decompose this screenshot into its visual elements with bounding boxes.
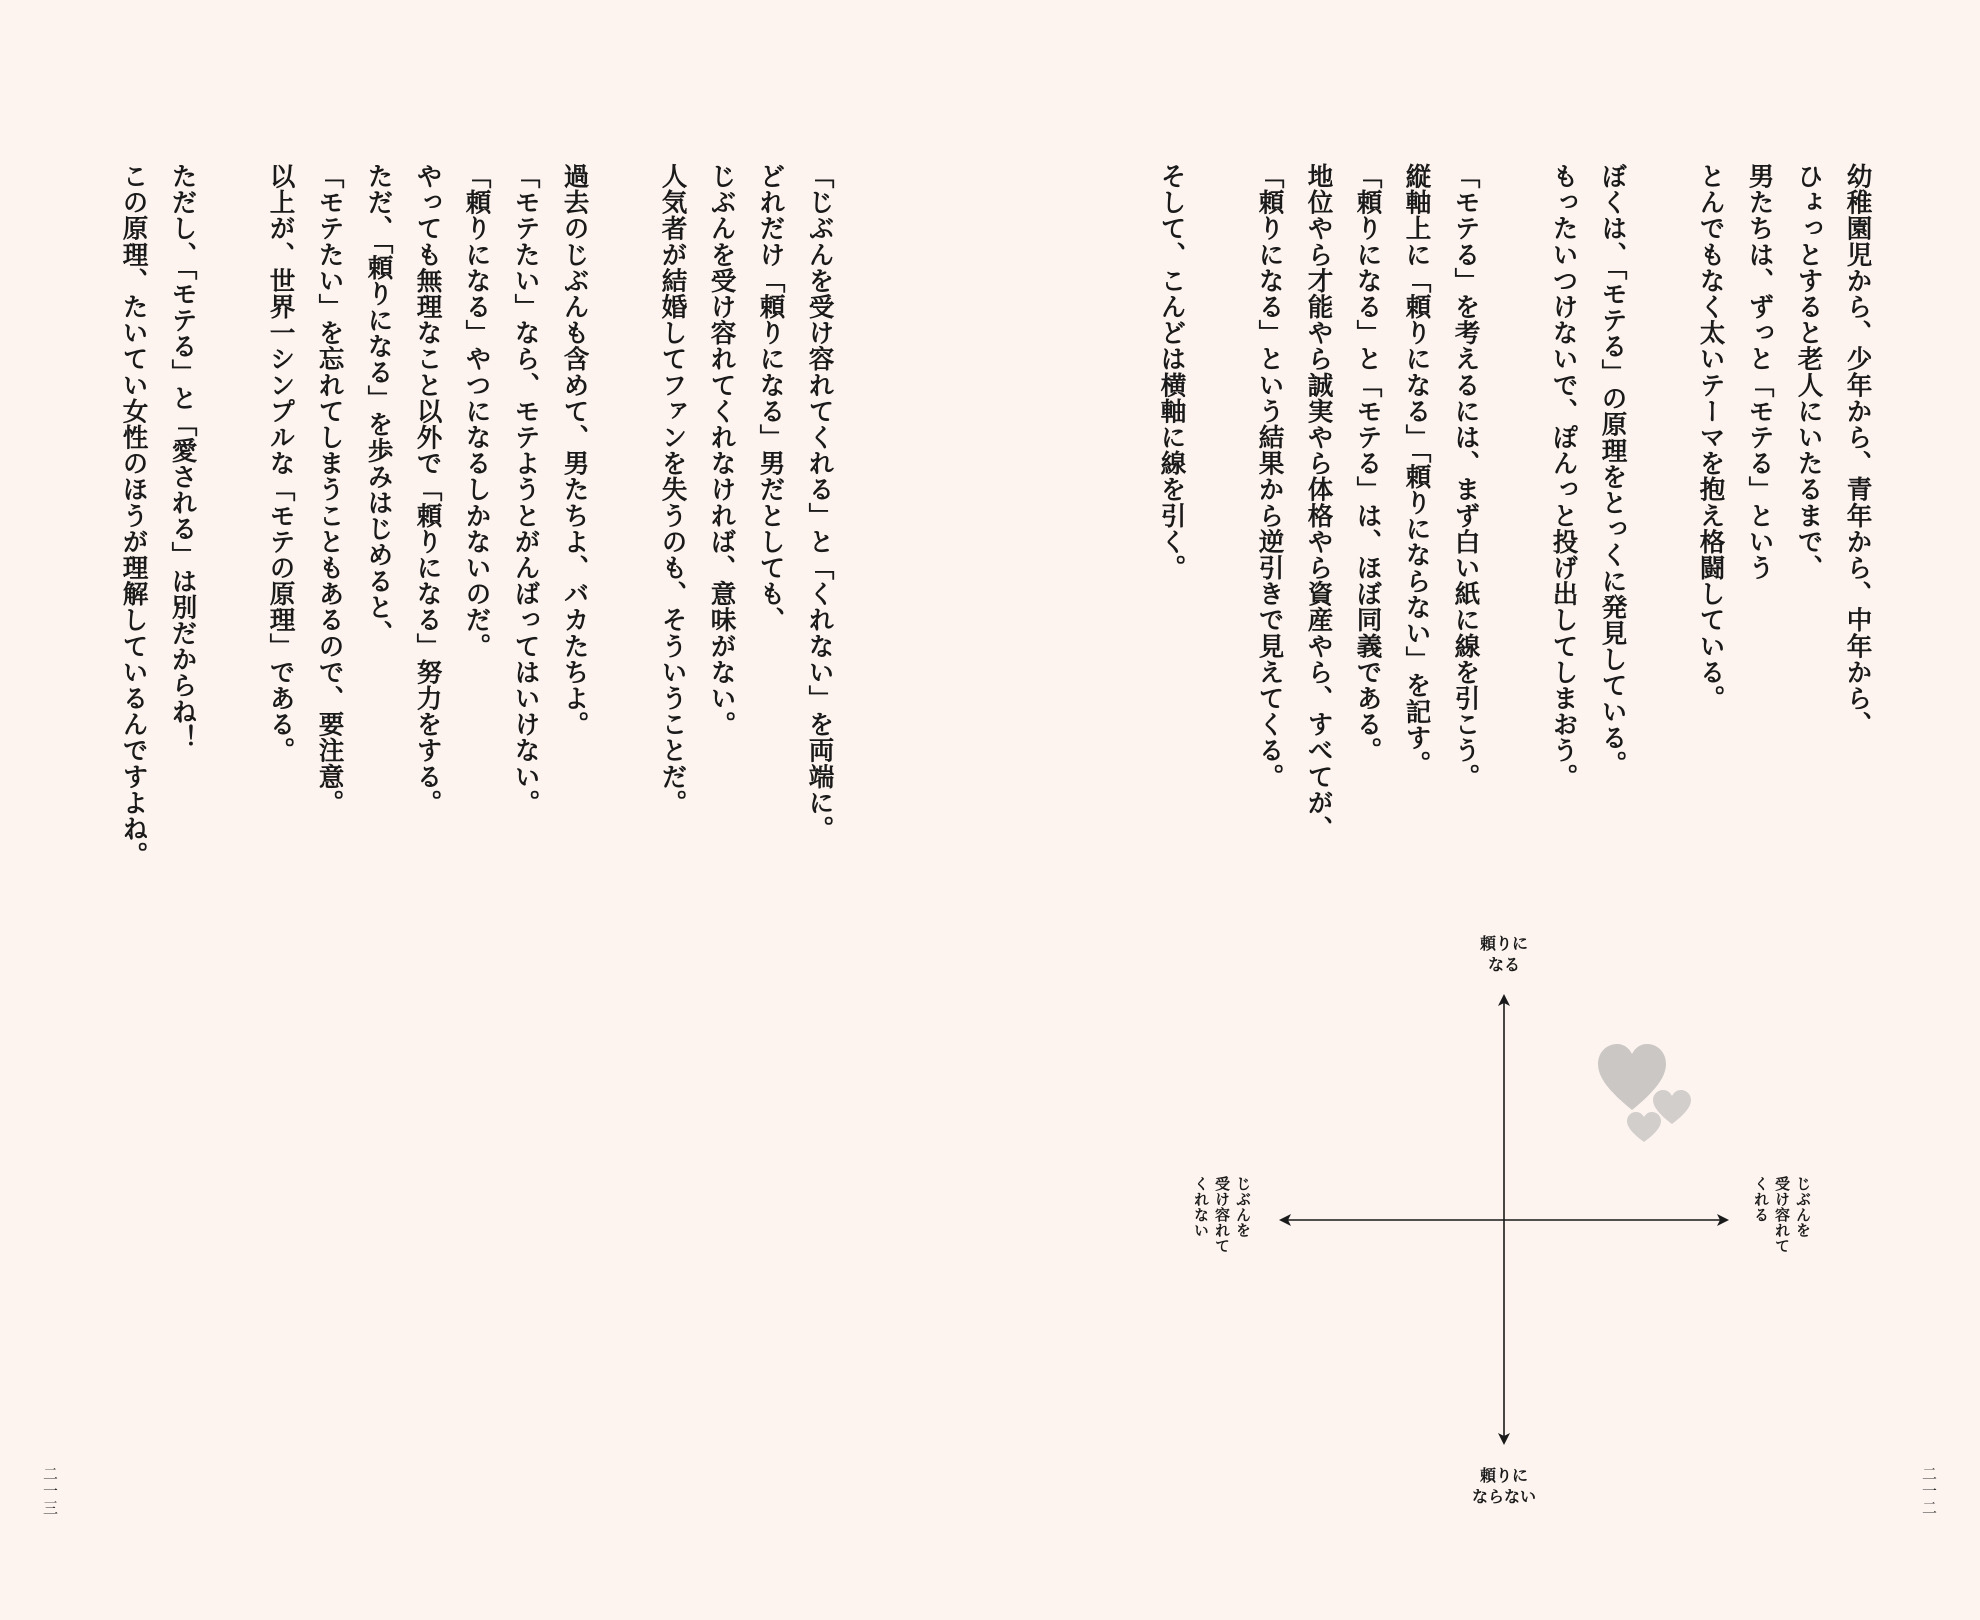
- tiny-heart-icon: [1627, 1112, 1661, 1142]
- right-line-3: 男たちは、ずっと「モテる」という: [1744, 163, 1775, 581]
- right-line-8: 縦軸上に「頼りになる」「頼りにならない」を記す。: [1401, 163, 1432, 777]
- left-line-3: じぶんを受け容れてくれなければ、意味がない。: [706, 163, 737, 738]
- left-line-8: やっても無理なこと以外で「頼りになる」努力をする。: [412, 163, 443, 816]
- left-line-7: 「頼りになる」やつになるしかないのだ。: [461, 163, 492, 659]
- right-line-11: 「頼りになる」という結果から逆引きで見えてくる。: [1254, 163, 1285, 790]
- right-line-12: そして、こんどは横軸に線を引く。: [1156, 163, 1187, 581]
- left-line-10: 「モテたい」を忘れてしまうこともあるので、要注意。: [314, 163, 345, 816]
- left-line-4: 人気者が結婚してファンを失うのも、そういうことだ。: [657, 163, 688, 816]
- left-line-11: 以上が、世界一シンプルな「モテの原理」である。: [265, 163, 296, 764]
- left-line-12: ただし、「モテる」と「愛される」は別だからね！: [167, 163, 198, 751]
- left-line-13: この原理、たいてい女性のほうが理解しているんですよね。: [118, 163, 149, 868]
- right-line-6: もったいつけないで、ぽんっと投げ出してしまおう。: [1548, 163, 1579, 790]
- axis-label-left: じぶんを 受け容れて くれない: [1192, 1176, 1252, 1254]
- right-line-9: 「頼りになる」と「モテる」は、ほぼ同義である。: [1352, 163, 1383, 764]
- right-line-1: 幼稚園児から、少年から、青年から、中年から、: [1842, 163, 1873, 738]
- left-line-6: 「モテたい」なら、モテようとがんばってはいけない。: [510, 163, 541, 816]
- left-line-5: 過去のじぶんも含めて、男たちよ、バカたちよ。: [559, 163, 590, 738]
- right-line-2: ひょっとすると老人にいたるまで、: [1793, 163, 1824, 581]
- left-line-2: どれだけ「頼りになる」男だとしても、: [755, 163, 786, 633]
- left-line-1: 「じぶんを受け容れてくれる」と「くれない」を両端に。: [804, 163, 835, 842]
- right-line-10: 地位やら才能やら誠実やら体格やら資産やら、すべてが、: [1303, 163, 1334, 842]
- right-line-4: とんでもなく太いテーマを抱え格闘している。: [1695, 163, 1726, 712]
- axis-label-right: じぶんを 受け容れて くれる: [1752, 1176, 1812, 1254]
- page-number-right: 二一二: [1920, 1466, 1938, 1517]
- page-number-left: 二一三: [41, 1466, 59, 1517]
- left-line-9: ただ、「頼りになる」を歩みはじめると、: [363, 163, 394, 647]
- axis-label-bottom: 頼りに ならない: [1471, 1466, 1536, 1506]
- axis-label-top: 頼りに なる: [1479, 934, 1528, 974]
- right-line-7: 「モテる」を考えるには、まず白い紙に線を引こう。: [1450, 163, 1481, 790]
- hearts-icon: [1598, 1044, 1691, 1142]
- right-line-5: ぼくは、「モテる」の原理をとっくに発見している。: [1597, 163, 1628, 777]
